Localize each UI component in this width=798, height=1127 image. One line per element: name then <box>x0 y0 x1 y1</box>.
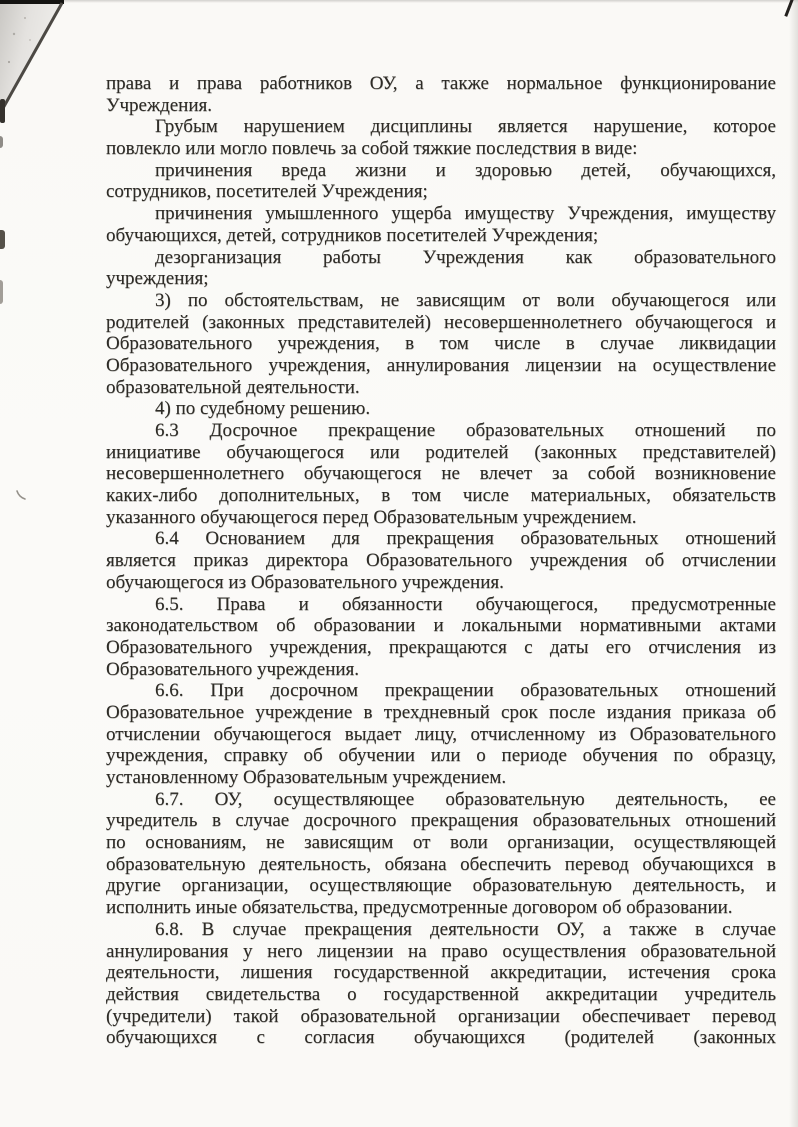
text-line: инициативе обучающегося или родителей (законных представителей) <box>106 441 776 463</box>
paragraph <box>106 247 776 290</box>
text-line: указанного обучающегося перед Образовательным учреждением. <box>106 506 637 528</box>
text-line: 6.6. При досрочном прекращении образовательных отношений <box>155 680 776 702</box>
text-line: 6.7. ОУ, осуществляющее образовательную деятельность, ее <box>155 788 776 810</box>
text-line: учредитель в случае досрочного прекращения образовательных отношений <box>106 810 776 832</box>
text-line: 6.5. Права и обязанности обучающегося, предусмотренные <box>155 593 776 615</box>
text-line: 3) по обстоятельствам, не зависящим от воли обучающегося или <box>155 289 776 311</box>
text-line: деятельности, лишения государственной аккредитации, истечения срока <box>106 962 776 984</box>
paragraph <box>106 203 776 246</box>
text-line: причинения умышленного ущерба имуществу Учреждения, имуществу <box>155 203 776 225</box>
text-line: обучающихся, детей, сотрудников посетителей Учреждения; <box>106 224 599 246</box>
text-line: обучающихся с согласия обучающихся (родителей (законных <box>106 1027 776 1049</box>
scan-right-edge-shadow <box>789 0 798 1127</box>
text-line: Образовательного учреждения. <box>106 658 360 680</box>
text-line: Учреждения. <box>106 94 212 116</box>
paragraph <box>106 919 776 1049</box>
text-line: 4) по судебному решению. <box>155 398 371 420</box>
text-line: учреждения; <box>106 268 209 290</box>
paragraph <box>106 789 776 919</box>
text-line: законодательством об образовании и локальными нормативными актами <box>106 615 776 637</box>
scan-top-edge-shadow <box>0 0 798 3</box>
text-line: Образовательное учреждение в трехдневный срок после издания приказа об <box>106 701 776 723</box>
scan-edge-mark <box>0 230 5 249</box>
text-line: Образовательного учреждения, прекращаются с даты его отчисления из <box>106 636 776 658</box>
text-line: является приказ директора Образовательного учреждения об отчислении <box>106 550 776 572</box>
text-line: 6.3 Досрочное прекращение образовательных отношений по <box>155 420 776 441</box>
text-line: причинения вреда жизни и здоровью детей, обучающихся, <box>155 159 776 181</box>
text-line: 6.4 Основанием для прекращения образовательных отношений <box>155 528 776 550</box>
text-line: исполнить иные обязательства, предусмотренные договором об образовании. <box>106 897 733 919</box>
document-text <box>106 73 776 1049</box>
text-line: учреждения, справку об обучении или о периоде обучения по образцу, <box>106 745 776 767</box>
margin-smudge-mark <box>15 489 29 503</box>
text-line: отчислении обучающегося выдает лицу, отчисленному из Образовательного <box>106 723 776 745</box>
text-line: 6.8. В случае прекращения деятельности ОУ, а также в случае <box>155 918 776 940</box>
paragraph <box>106 73 776 116</box>
text-line: другие организации, осуществляющие образовательную деятельность, и <box>106 875 776 897</box>
text-line: Грубым нарушением дисциплины является нарушение, которое <box>155 116 776 138</box>
text-line: повлекло или могло повлечь за собой тяжкие последствия в виде: <box>106 138 638 160</box>
text-line: по основаниям, не зависящим от воли организации, осуществляющей <box>106 832 776 854</box>
text-line: права и права работников ОУ, а также нормальное функционирование <box>106 73 776 94</box>
scan-edge-mark <box>0 280 3 304</box>
paragraph <box>106 116 776 159</box>
paragraph <box>106 160 776 203</box>
paragraph <box>106 594 776 681</box>
paragraph <box>106 528 776 593</box>
scan-edge-mark <box>0 136 3 148</box>
text-line: каких-либо дополнительных, в том числе материальных, обязательств <box>106 485 776 507</box>
text-line: образовательную деятельность, обязана обеспечить перевод обучающихся в <box>106 853 776 875</box>
text-line: (учредители) такой образовательной организации обеспечивает перевод <box>106 1005 776 1027</box>
text-line: обучающегося из Образовательного учреждения. <box>106 571 504 593</box>
paragraph <box>106 290 776 398</box>
text-line: несовершеннолетнего обучающегося не влечет за собой возникновение <box>106 463 776 485</box>
page-corner-fold-artifact <box>0 0 74 130</box>
paragraph <box>106 398 776 420</box>
text-line: Образовательного учреждения, аннулирования лицензии на осуществление <box>106 354 776 376</box>
paragraph <box>106 680 776 788</box>
paragraph <box>106 420 776 528</box>
text-line: Образовательного учреждения, в том числе в случае ликвидации <box>106 333 776 355</box>
text-line: установленному Образовательным учреждением. <box>106 767 507 788</box>
text-line: родителей (законных представителей) несовершеннолетнего обучающегося и <box>106 311 776 333</box>
text-line: сотрудников, посетителей Учреждения; <box>106 181 428 203</box>
text-line: образовательной деятельности. <box>106 376 360 398</box>
text-line: дезорганизация работы Учреждения как образовательного <box>155 246 776 268</box>
text-line: действия свидетельства о государственной аккредитации учредитель <box>106 983 776 1005</box>
text-line: аннулирования у него лицензии на право осуществления образовательной <box>106 940 776 962</box>
